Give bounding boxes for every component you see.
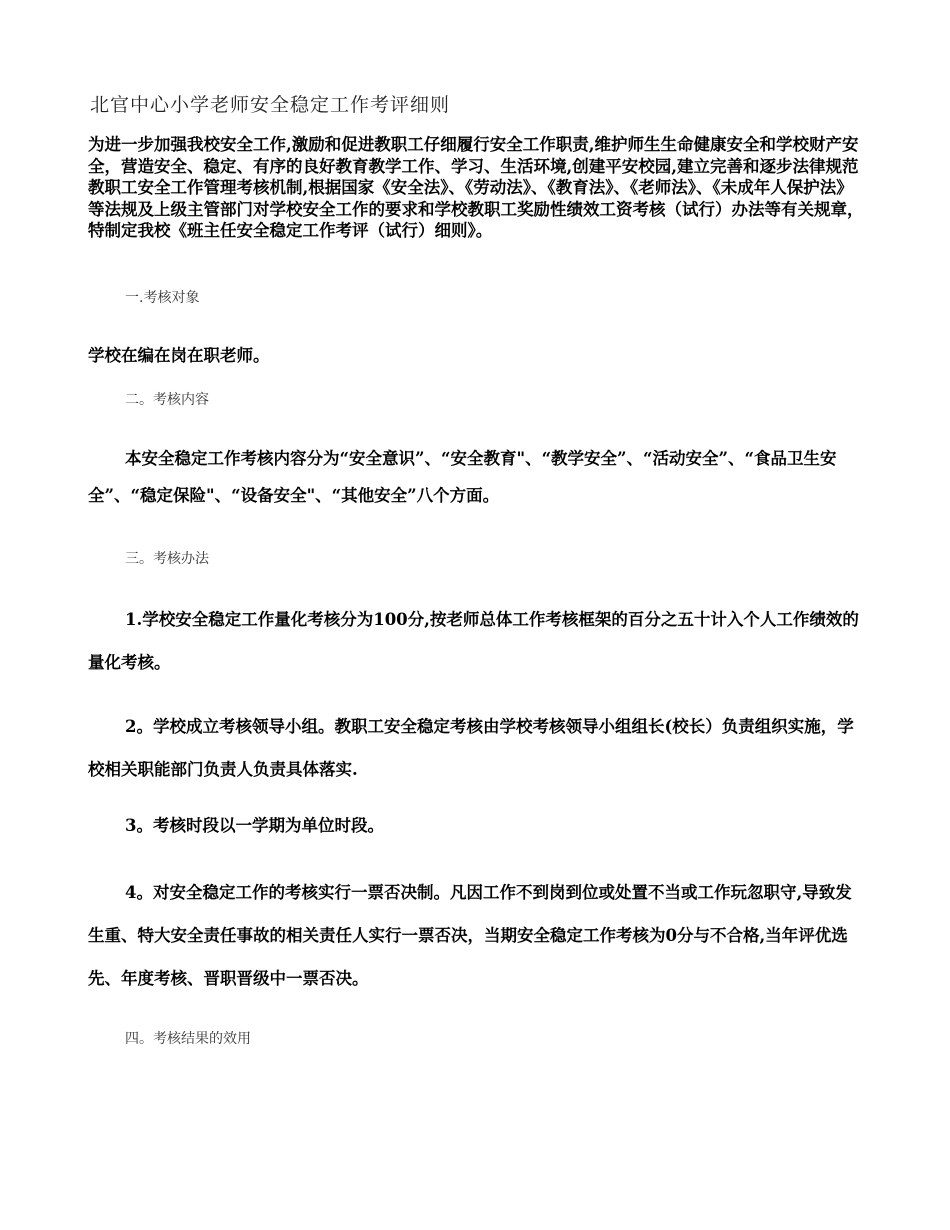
method-item-3: 3。考核时段以一学期为单位时段。 [125, 816, 384, 835]
section-heading-result: 四。考核结果的效用 [125, 1031, 251, 1047]
section-heading-method: 三。考核办法 [125, 551, 209, 567]
section-body-target: 学校在编在岗在职老师。 [88, 346, 270, 365]
section-heading-content: 二。考核内容 [125, 392, 209, 408]
method-item-2: 2。学校成立考核领导小组。教职工安全稳定考核由学校考核领导小组组长(校长）负责组织实施，学校相关职能部门负责人负责具体落实. [88, 717, 854, 779]
method-item-1: 1.学校安全稳定工作量化考核分为100分,按老师总体工作考核框架的百分之五十计入个人工作绩效的量化考核。 [88, 610, 859, 672]
method-item-4: 4。对安全稳定工作的考核实行一票否决制。凡因工作不到岗到位或处置不当或工作玩忽职守,导致发生重、特大安全责任事故的相关责任人实行一票否决，当期安全稳定工作考核为0分与不合格,当年评优选先、年度考核、晋职晋级中一票否决。 [88, 883, 852, 988]
section-body-content: 本安全稳定工作考核内容分为“安全意识”、“安全教育"、“教学安全”、“活动安全”、“食品卫生安全”、“稳定保险"、“设备安全"、“其他安全”八个方面。 [88, 449, 837, 505]
section-heading-target: 一.考核对象 [125, 290, 200, 306]
intro-paragraph: 为进一步加强我校安全工作,激励和促进教职工仔细履行安全工作职责,维护师生生命健康安全和学校财产安全，营造安全、稳定、有序的良好教育教学工作、学习、生活环境,创建平安校园,建立完善和逐步法律规范教职工安全工作管理考核机制,根据国家《安全法》、《劳动法》、《教育法》、《老师法》、《未成年人保护法》等法规及上级主管部门对学校安全工作的要求和学校教职工奖励性绩效工资考核（试行）办法等有关规章，特制定我校《班主任安全稳定工作考评（试行）细则》。 [88, 135, 864, 240]
document-title: 北官中心小学老师安全稳定工作考评细则 [90, 94, 451, 116]
